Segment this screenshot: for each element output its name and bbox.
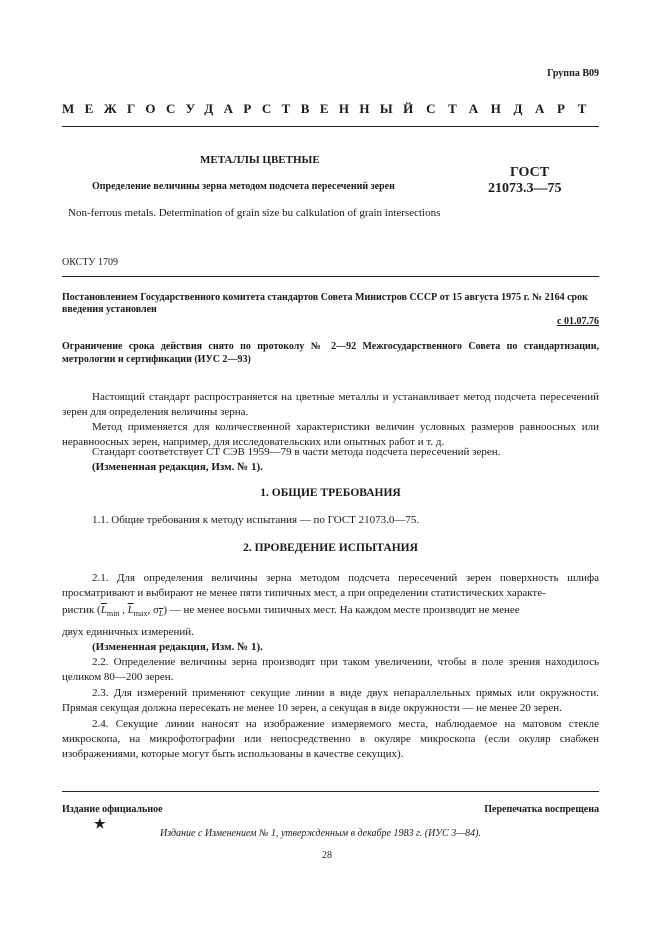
- intro-paragraph-2: Метод применяется для количественной характеристики величин условных размеров равноосных или неравноосных зерен, например, для исследовательских или опытных работ и т. д.: [62, 421, 599, 448]
- section-2-4: 2.4. Секущие линии наносят на изображение измеряемого места, наблюдаемое на матовом стекле микроскопа, на микрофотографии или непосредственно в окуляре микроскопа (если окуляр снабжен изображениями, которые могут быть использованы в качестве секущих).: [62, 718, 599, 760]
- sigma-symbol: , σ: [147, 604, 159, 616]
- english-title: Non-ferrous metals. Determination of grain size bu calkulation of grain intersections: [68, 207, 441, 219]
- section-1-1: 1.1. Общие требования к методу испытания — по ГОСТ 21073.0—75.: [92, 514, 420, 526]
- document-subtitle: Определение величины зерна методом подсчета пересечений зерен: [92, 181, 395, 192]
- intro-change-note: (Измененная редакция, Изм. № 1).: [92, 461, 263, 473]
- group-code: Группа В09: [547, 68, 599, 79]
- section-2-3: 2.3. Для измерений применяют секущие линии в виде двух непараллельных прямых или окружности. Прямая секущая должна пересекать не менее 10 зерен, а секущая в виде окружности — не менее 20 зерен.: [62, 687, 599, 714]
- footer-rule: [62, 791, 599, 792]
- stats-suffix: ) — не менее восьми типичных мест. На каждом месте производят не менее: [163, 604, 520, 616]
- standard-banner: [62, 101, 599, 117]
- edition-note: Издание с Изменением № 1, утвержденным в декабре 1983 г. (ИУС 3—84).: [160, 828, 481, 839]
- official-edition-label: Издание официальное: [62, 804, 163, 815]
- l-max-subscript: max: [133, 609, 148, 619]
- sigma-subscript: L: [158, 609, 164, 619]
- stats-prefix: ристик (: [62, 604, 101, 616]
- banner-rule: [62, 126, 599, 127]
- section-2-1: 2.1. Для определения величины зерна методом подсчета пересечений зерен поверхность шлифа просматривают и выбирают не менее пяти типичных мест, а при определении статистических характе-: [62, 572, 599, 599]
- intro-paragraph-1: Настоящий стандарт распространяется на цветные металлы и устанавливает метод подсчета пересечений зерен для определения величины зерна.: [62, 391, 599, 418]
- statistics-line: [62, 604, 599, 618]
- star-icon: ★: [94, 816, 106, 831]
- introduction-date: с 01.07.76: [557, 316, 599, 327]
- okstu-rule: [62, 276, 599, 277]
- l-min-symbol: $\overline{L}$: [100, 604, 107, 616]
- page-number: 28: [322, 850, 332, 861]
- section-2-1-end: двух единичных измерений.: [62, 626, 194, 638]
- section-2-heading: 2. ПРОВЕДЕНИЕ ИСПЫТАНИЯ: [243, 542, 418, 554]
- stats-separator-1: ,: [119, 604, 128, 616]
- banner-word-interstate: МЕЖГОСУДАРСТВЕННЫЙ: [62, 101, 424, 116]
- limitation-note: Ограничение срока действия снято по протоколу № 2—92 Межгосударственного Совета по стандартизации, метрологии и сертификации (ИУС 2—93): [62, 341, 599, 365]
- section-2-2: 2.2. Определение величины зерна производят при таком увеличении, чтобы в поле зрения находилось целиком 80—200 зерен.: [62, 656, 599, 683]
- okstu-code: ОКСТУ 1709: [62, 257, 119, 268]
- decree-text: Постановлением Государственного комитета стандартов Совета Министров СССР от 15 августа 1975 г. № 2164 срок введения установлен: [62, 292, 588, 315]
- reprint-prohibited-label: Перепечатка воспрещена: [484, 804, 599, 815]
- section-2-1-change-note: (Измененная редакция, Изм. № 1).: [92, 641, 263, 653]
- gost-label: ГОСТ: [510, 165, 550, 180]
- l-min-subscript: min: [106, 609, 120, 619]
- gost-number: 21073.3—75: [488, 181, 562, 196]
- document-title: МЕТАЛЛЫ ЦВЕТНЫЕ: [200, 154, 320, 166]
- l-max-symbol: $\overline{L}$: [127, 604, 134, 616]
- section-1-heading: 1. ОБЩИЕ ТРЕБОВАНИЯ: [260, 487, 401, 499]
- banner-word-standard: СТАНДАРТ: [426, 101, 599, 116]
- intro-paragraph-3: Стандарт соответствует СТ СЭВ 1959—79 в части метода подсчета пересечений зерен.: [92, 446, 501, 458]
